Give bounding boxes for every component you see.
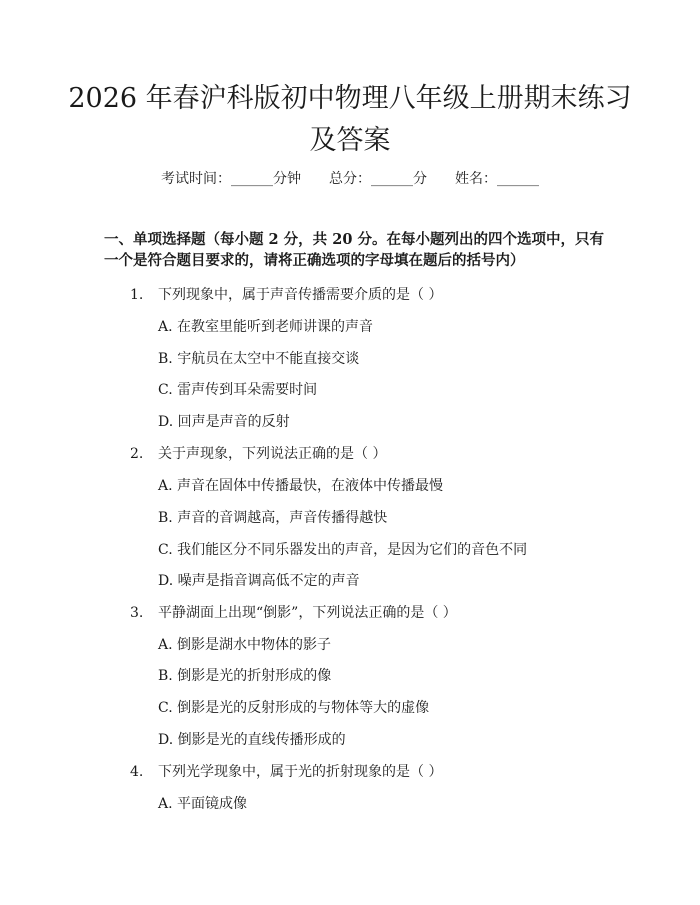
total-score-field: 总分：______分 [329, 171, 427, 187]
name-field: 姓名：______ [455, 171, 539, 187]
option-2a: A. 声音在固体中传播最快，在液体中传播最慢 [158, 478, 444, 494]
question-stem: 关于声现象，下列说法正确的是（ ） [158, 446, 387, 462]
question-number: 2. [130, 446, 144, 462]
exam-time-field: 考试时间：______分钟 [161, 171, 301, 187]
option-1b: B. 宇航员在太空中不能直接交谈 [158, 351, 360, 367]
question-number: 1. [130, 287, 144, 303]
option-2c: C. 我们能区分不同乐器发出的声音，是因为它们的音色不同 [158, 542, 528, 558]
option-2d: D. 噪声是指音调高低不定的声音 [158, 573, 360, 589]
option-4a: A. 平面镜成像 [158, 796, 248, 812]
option-1a: A. 在教室里能听到老师讲课的声音 [158, 319, 374, 335]
option-1d: D. 回声是声音的反射 [158, 414, 290, 430]
option-3c: C. 倒影是光的反射形成的与物体等大的虚像 [158, 700, 430, 716]
question-stem: 下列现象中，属于声音传播需要介质的是（ ） [158, 287, 443, 303]
document-title: 2026 年春沪科版初中物理八年级上册期末练习及答案 [68, 83, 632, 156]
question-stem: 平静湖面上出现“倒影”，下列说法正确的是（ ） [158, 605, 457, 621]
exam-info-line [0, 169, 700, 189]
question-number: 3. [130, 605, 144, 621]
question-number: 4. [130, 764, 144, 780]
option-2b: B. 声音的音调越高，声音传播得越快 [158, 510, 388, 526]
option-3a: A. 倒影是湖水中物体的影子 [158, 637, 332, 653]
option-3b: B. 倒影是光的折射形成的像 [158, 668, 332, 684]
section-heading: 一、单项选择题（每小题 2 分，共 20 分。在每小题列出的四个选项中，只有一个是符合题目要求的，请将正确选项的字母填在题后的括号内） [104, 231, 604, 269]
question-stem: 下列光学现象中，属于光的折射现象的是（ ） [158, 764, 443, 780]
option-1c: C. 雷声传到耳朵需要时间 [158, 382, 318, 398]
option-3d: D. 倒影是光的直线传播形成的 [158, 732, 346, 748]
